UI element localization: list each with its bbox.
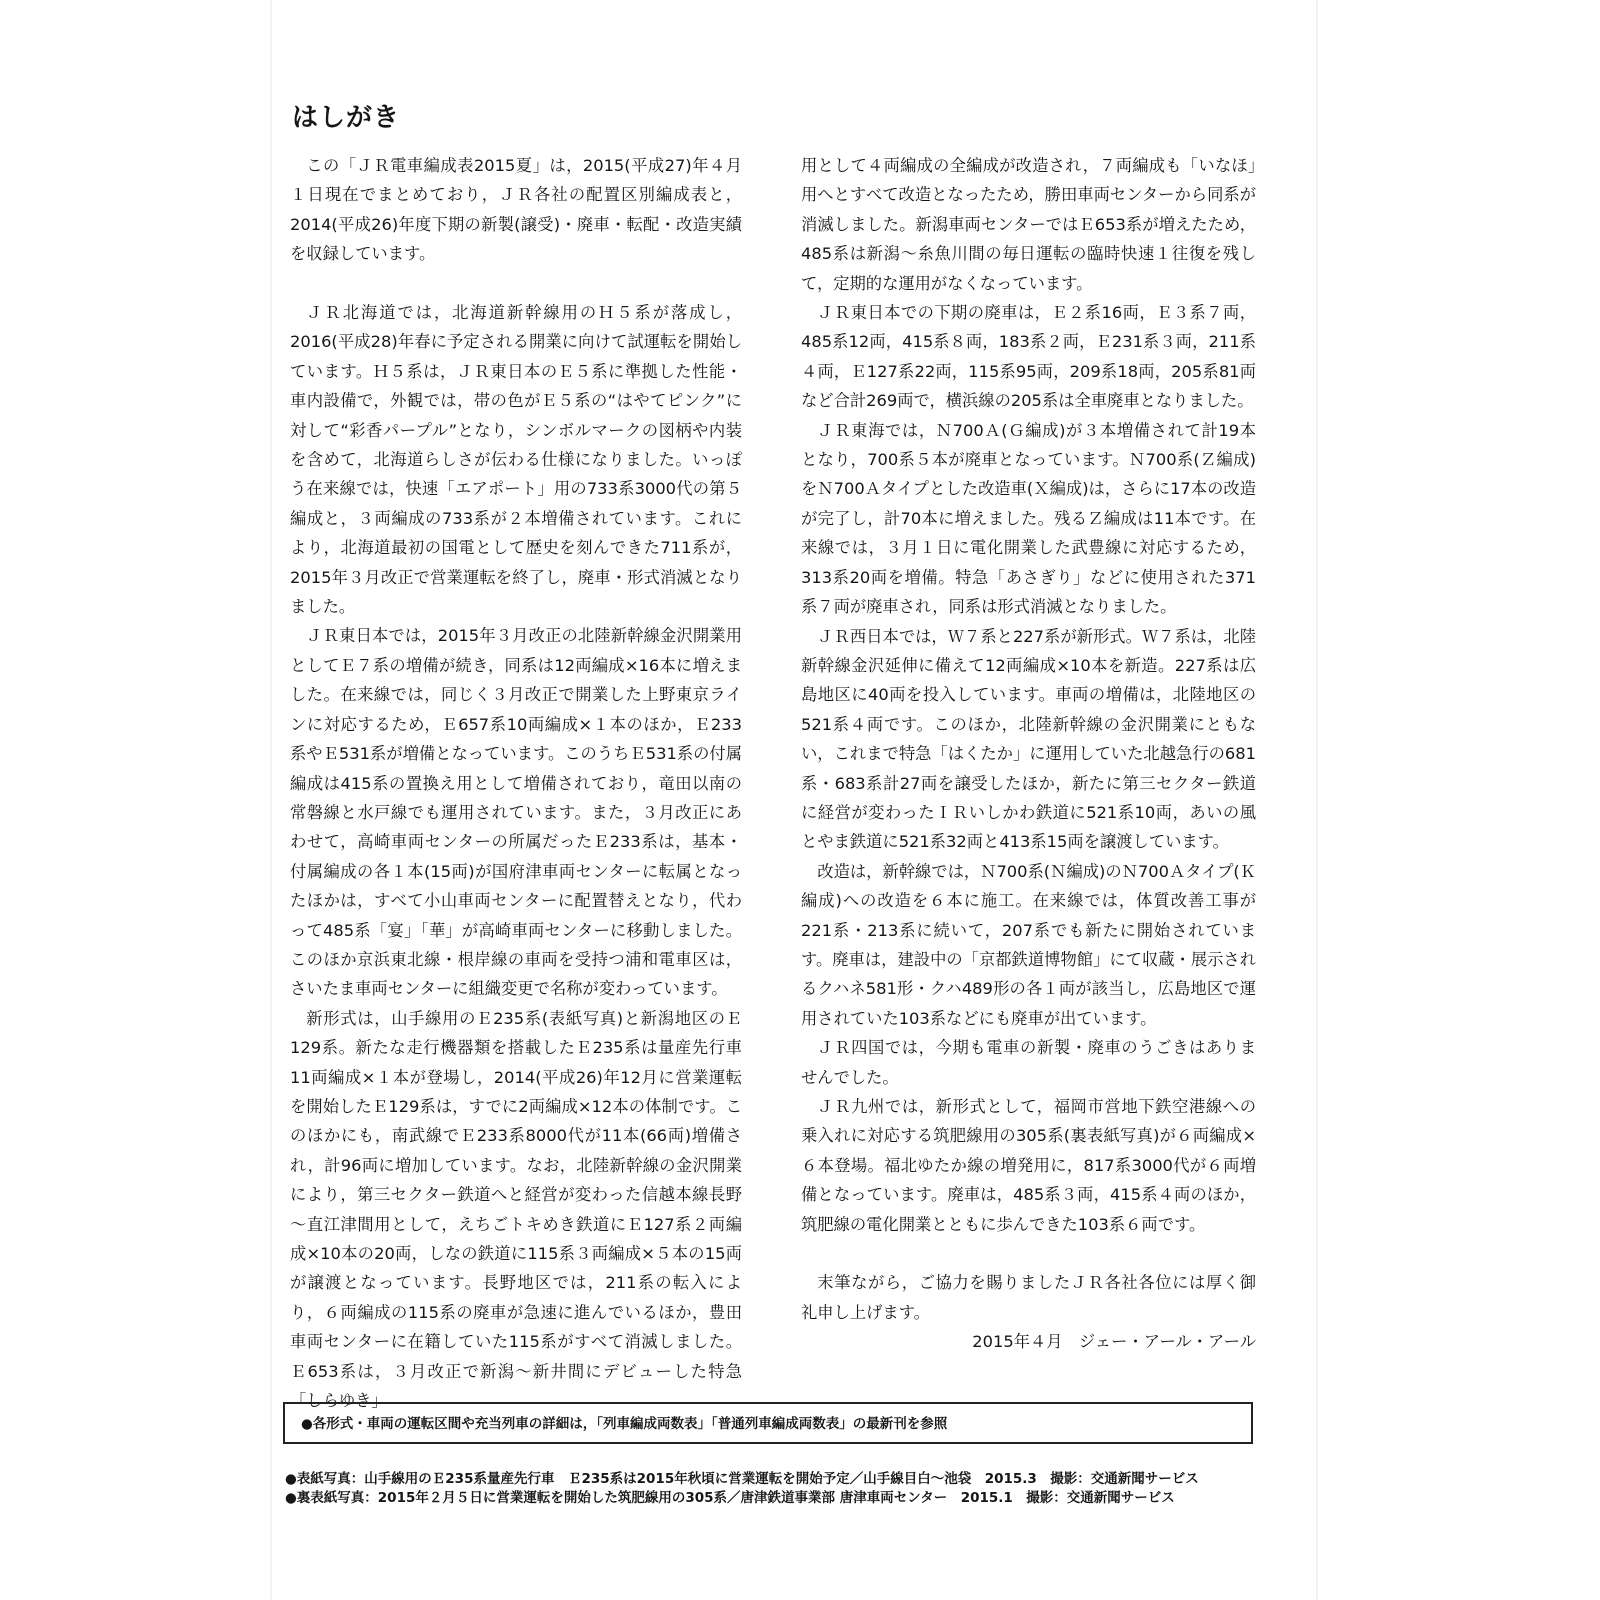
scan-edge-right [1316, 0, 1318, 1600]
paragraph-jr-central: ＪＲ東海では，Ｎ700Ａ(Ｇ編成)が３本増備されて計19本となり，700系５本が廃車となっています。Ｎ700系(Ｚ編成)をＮ700Ａタイプとした改造車(Ｘ編成)は，さらに17本の改造が完了し，計70本に増えました。残るＺ編成は11本です。在来線では，３月１日に電化開業した武豊線に対応するため，313系20両を増備。特急「あさぎり」などに使用された371系７両が廃車され，同系は形式消滅となりました。 [801, 420, 1256, 617]
paragraph-jr-hokkaido: ＪＲ北海道では，北海道新幹線用のＨ５系が落成し，2016(平成28)年春に予定される開業に向けて試運転を開始しています。Ｈ５系は，ＪＲ東日本のＥ５系に準拠した性能・車内設備で，外観では，帯の色がＥ５系の“はやてピンク”に対して“彩香パープル”となり，シンボルマークの図柄や内装を含めて，北海道らしさが伝わる仕様になりました。いっぽう在来線では，快速「エアポート」用の733系3000代の第５編成と，３両編成の733系が２本増備されています。これにより，北海道最初の国電として歴史を刻んできた711系が，2015年３月改正で営業運転を終了し，廃車・形式消滅となりました。 [290, 303, 742, 617]
left-column [290, 151, 742, 1415]
page-title: はしがき [292, 103, 401, 134]
paragraph-jr-west: ＪＲ西日本では，Ｗ７系と227系が新形式。Ｗ７系は，北陸新幹線金沢延伸に備えて12両編成×10本を新造。227系は広島地区に40両を投入しています。車両の増備は，北陸地区の521系４両です。このほか，北陸新幹線の金沢開業にともない，これまで特急「はくたか」に運用していた北越急行の681系・683系計27両を譲受したほか，新たに第三セクター鉄道に経営が変わったＩＲいしかわ鉄道に521系10両，あいの風とやま鉄道に521系32両と413系15両を譲渡しています。 [801, 626, 1256, 852]
back-cover-photo-caption: ●裏表紙写真：2015年２月５日に営業運転を開始した筑肥線用の305系／唐津鉄道事業部 唐津車両センター 2015.1 撮影：交通新聞サービス [285, 1490, 1175, 1506]
signature: 2015年４月 ジェー・アール・アール [972, 1332, 1256, 1352]
paragraph-jr-east: ＪＲ東日本では，2015年３月改正の北陸新幹線金沢開業用としてＥ７系の増備が続き，同系は12両編成×16本に増えました。在来線では，同じく３月改正で開業した上野東京ラインに対応するため，Ｅ657系10両編成×１本のほか，Ｅ233系やＥ531系が増備となっています。このうちＥ531系の付属編成は415系の置換え用として増備されており，竜田以南の常磐線と水戸線でも運用されています。また，３月改正にあわせて，高崎車両センターの所属だったＥ233系は，基本・付属編成の各１本(15両)が国府津車両センターに転属となったほかは，すべて小山車両センターに配置替えとなり，代わって485系「宴」「華」が高崎車両センターに移動しました。このほか京浜東北線・根岸線の車両を受持つ浦和電車区は，さいたま車両センターに組織変更で名称が変わっています。 [290, 626, 742, 999]
paragraph-closing: 末筆ながら，ご協力を賜りましたＪＲ各社各位には厚く御礼申し上げます。 [801, 1273, 1256, 1322]
scan-edge-left [270, 0, 272, 1600]
paragraph-jr-east-scrapped: ＪＲ東日本での下期の廃車は，Ｅ２系16両，Ｅ３系７両，485系12両，415系８両，183系２両，Ｅ231系３両，211系４両，Ｅ127系22両，115系95両，209系18両，205系81両など合計269両で，横浜線の205系は全車廃車となりました。 [801, 303, 1256, 411]
cover-photo-caption: ●表紙写真：山手線用のＥ235系量産先行車 Ｅ235系は2015年秋頃に営業運転を開始予定／山手線目白～池袋 2015.3 撮影：交通新聞サービス [285, 1471, 1199, 1487]
reference-note-box: ●各形式・車両の運転区間や充当列車の詳細は，「列車編成両数表」「普通列車編成両数表」の最新刊を参照 [283, 1402, 1253, 1444]
right-column [801, 151, 1256, 1357]
paragraph-jr-shikoku: ＪＲ四国では，今期も電車の新製・廃車のうごきはありませんでした。 [801, 1038, 1256, 1087]
paragraph-jr-kyushu: ＪＲ九州では，新形式として，福岡市営地下鉄空港線への乗入れに対応する筑肥線用の305系(裏表紙写真)が６両編成×６本登場。福北ゆたか線の増発用に，817系3000代が６両増備となっています。廃車は，485系３両，415系４両のほか，筑肥線の電化開業とともに歩んできた103系６両です。 [801, 1097, 1256, 1234]
paragraph-new-models: 新形式は，山手線用のＥ235系(表紙写真)と新潟地区のＥ129系。新たな走行機器類を搭載したＥ235系は量産先行車11両編成×１本が登場し，2014(平成26)年12月に営業運転を開始したＥ129系は，すでに2両編成×12本の体制です。このほかにも，南武線でＥ233系8000代が11本(66両)増備され，計96両に増加しています。なお，北陸新幹線の金沢開業により，第三セクター鉄道へと経営が変わった信越本線長野～直江津間用として，えちごトキめき鉄道にＥ127系２両編成×10本の20両，しなの鉄道に115系３両編成×５本の15両が譲渡となっています。長野地区では，211系の転入により，６両編成の115系の廃車が急速に進んでいるほか，豊田車両センターに在籍していた115系がすべて消滅しました。Ｅ653系は，３月改正で新潟～新井間にデビューした特急「しらゆき」 [290, 1008, 742, 1411]
paragraph-intro: この「ＪＲ電車編成表2015夏」は，2015(平成27)年４月１日現在でまとめており，ＪＲ各社の配置区別編成表と，2014(平成26)年度下期の新製(譲受)・廃車・転配・改造実績を収録しています。 [290, 156, 742, 264]
paragraph-e653-continued: 用として４両編成の全編成が改造され，７両編成も「いなほ」用へとすべて改造となったため，勝田車両センターから同系が消滅しました。新潟車両センターではＥ653系が増えたため，485系は新潟～糸魚川間の毎日運転の臨時快速１往復を残して，定期的な運用がなくなっています。 [801, 156, 1256, 293]
paragraph-modifications: 改造は，新幹線では，Ｎ700系(Ｎ編成)のＮ700Ａタイプ(Ｋ編成)への改造を６本に施工。在来線では，体質改善工事が221系・213系に続いて，207系でも新たに開始されています。廃車は，建設中の「京都鉄道博物館」にて収蔵・展示されるクハネ581形・クハ489形の各１両が該当し，広島地区で運用されていた103系などにも廃車が出ています。 [801, 861, 1256, 1028]
